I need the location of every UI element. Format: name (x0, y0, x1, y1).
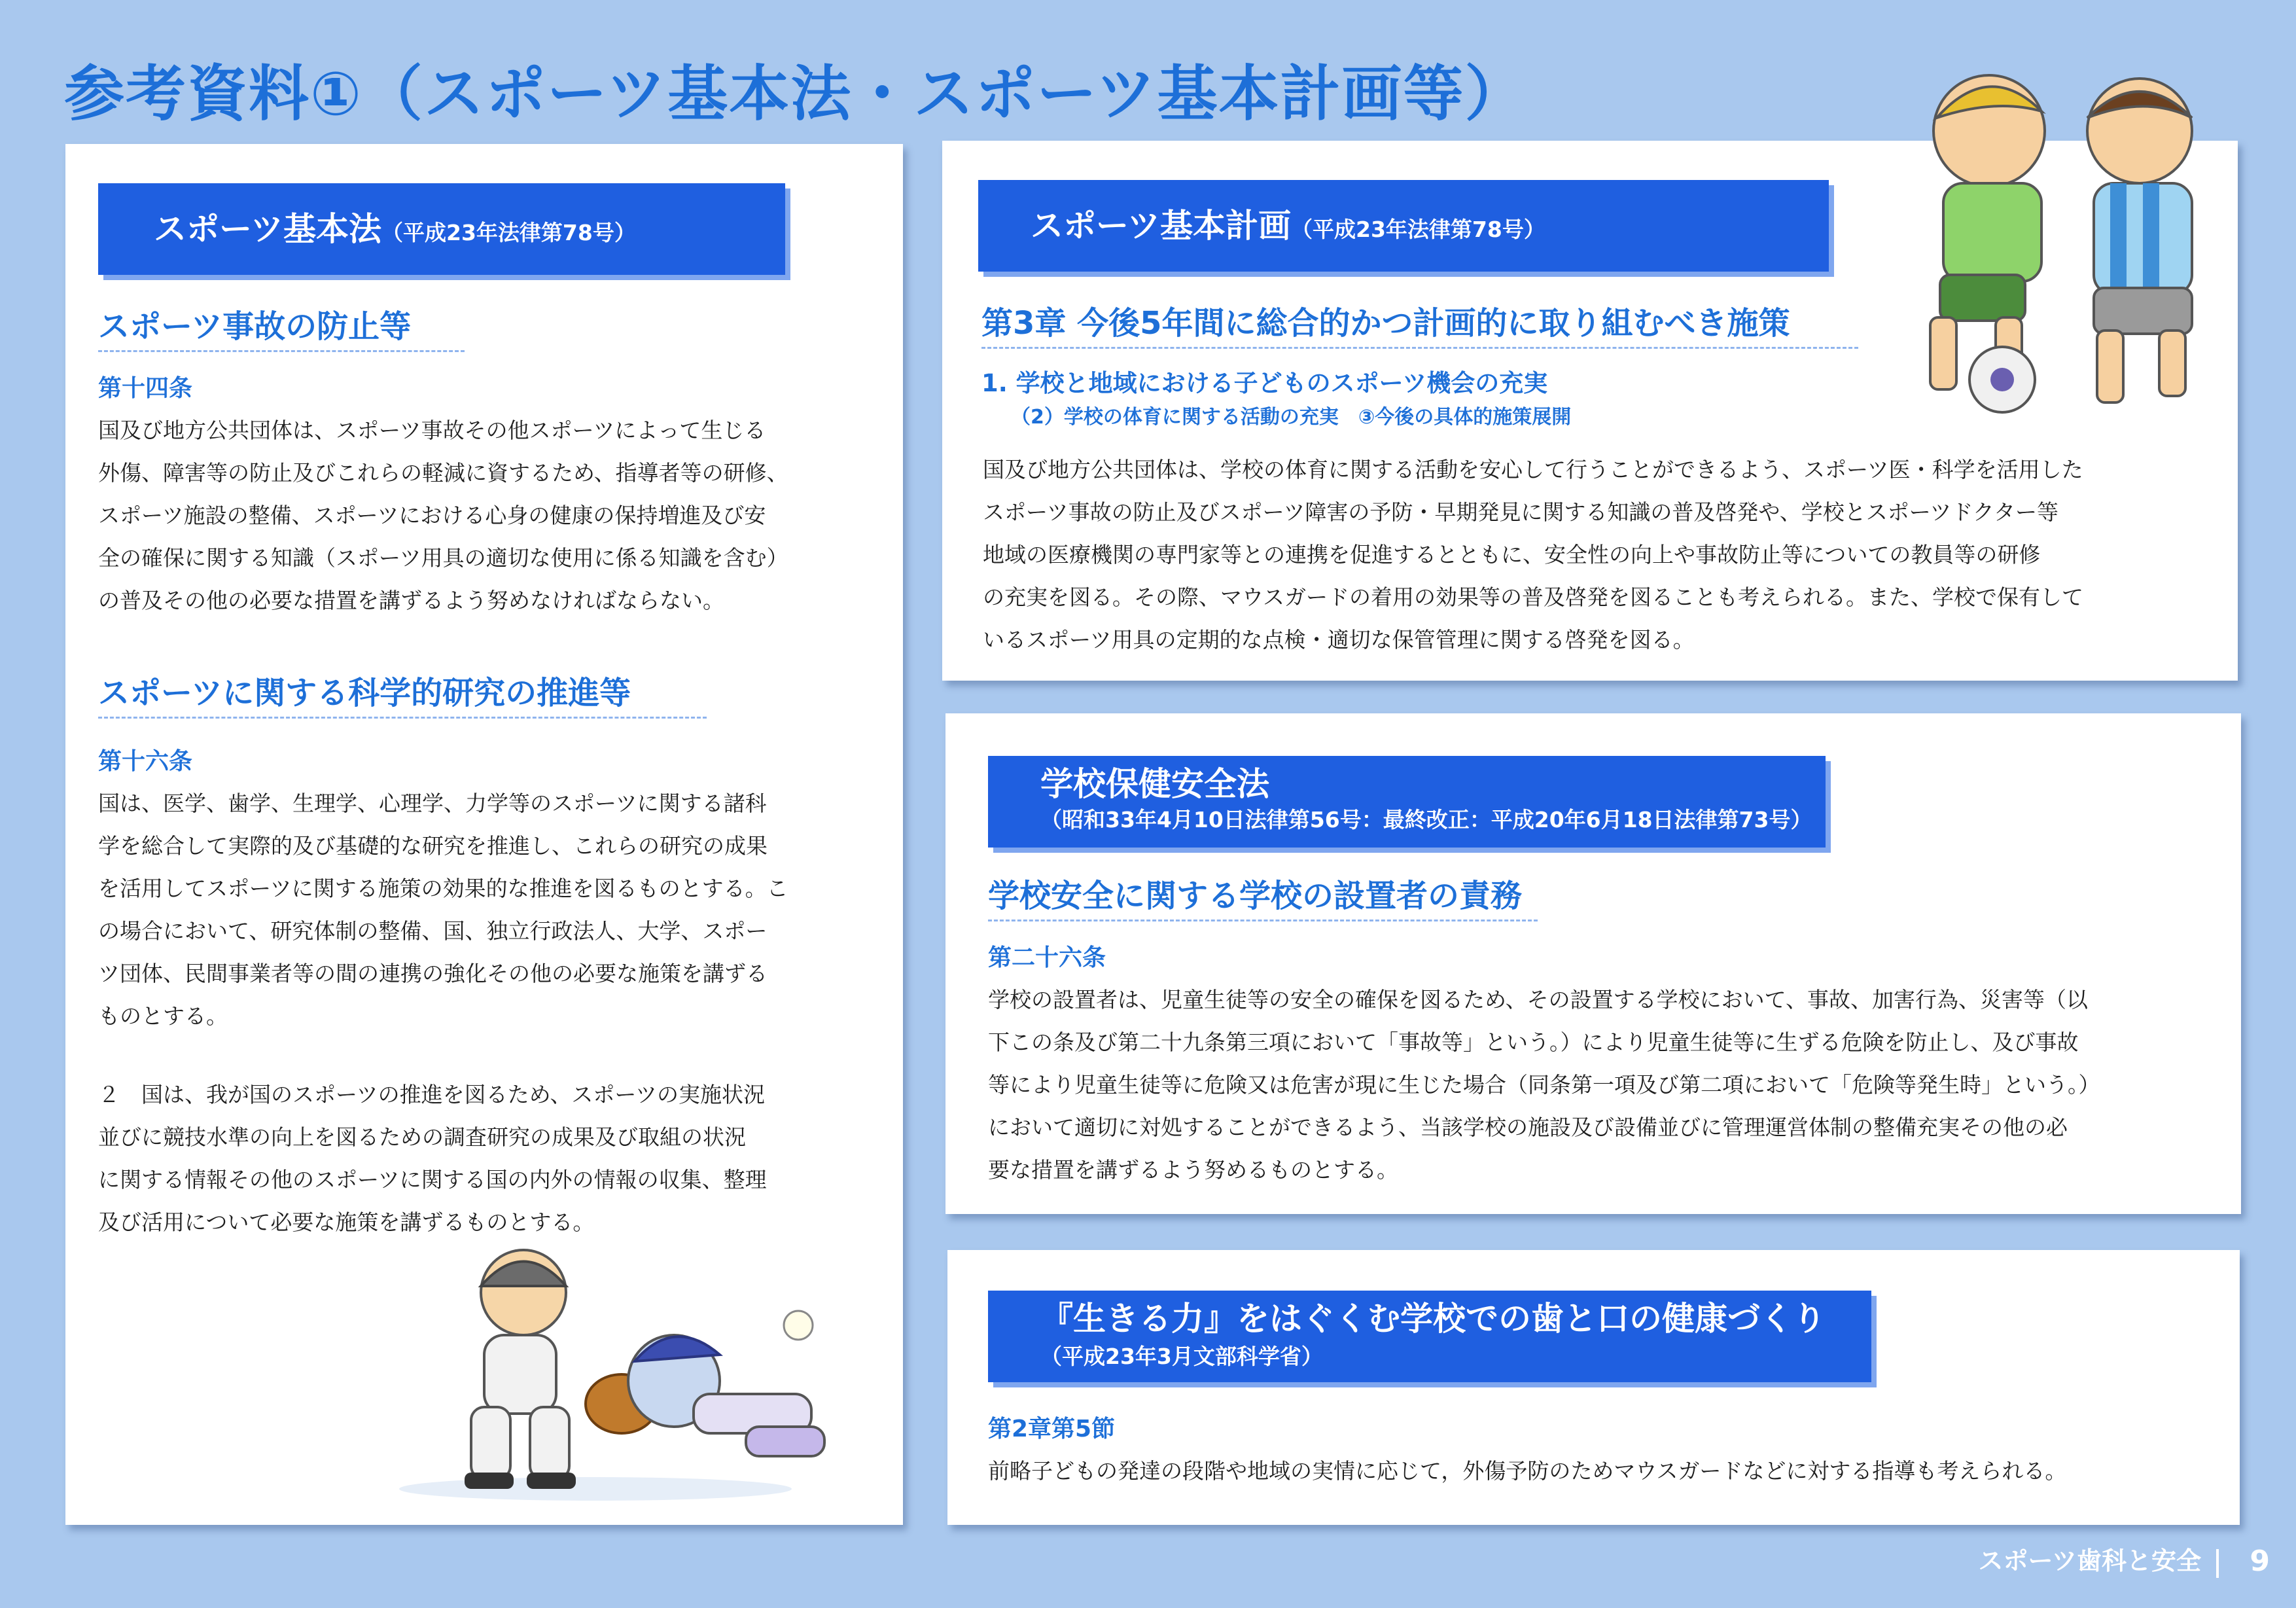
text-line: 下この条及び第二十九条第三項において「事故等」という。）により児童生徒等に生ずる危険を防止し、及び事故 (988, 1029, 2079, 1055)
text-line: の充実を図る。その際、マウスガードの着用の効果等の普及啓発を図ることも考えられる。また、学校で保有して (983, 584, 2084, 610)
article-label-26: 第二十六条 (988, 944, 1106, 971)
text-line: 学を総合して実際的及び基礎的な研究を推進し、これらの研究の成果 (98, 833, 768, 859)
soccer-players-illustration (1878, 59, 2244, 425)
section-heading-scientific-research: スポーツに関する科学的研究の推進等 (98, 675, 631, 711)
article-label-16: 第十六条 (98, 748, 193, 775)
heading-rule (98, 350, 465, 352)
text-line: 地域の医療機関の専門家等との連携を促進するとともに、安全性の向上や事故防止等についての教員等の研修 (983, 542, 2041, 567)
text-line: 国及び地方公共団体は、スポーツ事故その他スポーツによって生じる (98, 418, 766, 443)
baseball-players-illustration (380, 1230, 838, 1505)
text-line: ２ 国は、我が国のスポーツの推進を図るため、スポーツの実施状況 (98, 1082, 766, 1107)
footer-label: スポーツ歯科と安全 (1978, 1546, 2201, 1575)
sports-basic-plan-banner (978, 180, 1829, 272)
school-health-safety-law-banner (988, 756, 1826, 848)
text-line: 等により児童生徒等に危険又は危害が現に生じた場合（同条第一項及び第二項において「危険等発生時」という。） (988, 1072, 2100, 1098)
banner-subtitle: （平成23年法律第78号） (381, 220, 636, 245)
heading-rule (988, 920, 1538, 921)
text-line: 前略子どもの発達の段階や地域の実情に応じて，外傷予防のためマウスガードなどに対する指導も考えられる。 (988, 1458, 2067, 1484)
sports-basic-law-banner (98, 183, 785, 275)
banner-subtitle: （平成23年3月文部科学省） (1040, 1344, 1323, 1369)
chapter-2-section-5-label: 第2章第5節 (988, 1416, 1116, 1442)
text-line: スポーツ施設の整備、スポーツにおける心身の健康の保持増進及び安 (98, 503, 766, 528)
text-line: において適切に対処することができるよう、当該学校の施設及び設備並びに管理運営体制の整備充実その他の必 (988, 1115, 2068, 1140)
text-line: に関する情報その他のスポーツに関する国の内外の情報の収集、整理 (98, 1167, 767, 1192)
article-16-text (98, 782, 788, 1037)
heading-rule (98, 717, 707, 719)
text-line: の普及その他の必要な措置を講ずるよう努めなければならない。 (98, 588, 724, 613)
text-line: 学校の設置者は、児童生徒等の安全の確保を図るため、その設置する学校において、事故、加害行為、災害等（以 (988, 987, 2089, 1012)
page-number: 9 (2250, 1545, 2270, 1578)
article-16-paragraph-2 (98, 1073, 767, 1243)
text-line: ツ団体、民間事業者等の間の連携の強化その他の必要な施策を講ずる (98, 961, 768, 986)
dental-health-guide-panel (947, 1250, 2240, 1525)
banner-title: 『生きる力』をはぐくむ学校での歯と口の健康づくり (1040, 1300, 1826, 1338)
text-line: 全の確保に関する知識（スポーツ用具の適切な使用に係る知識を含む） (98, 545, 788, 571)
dental-health-guide-banner (988, 1291, 1871, 1382)
school-health-safety-law-panel (945, 713, 2241, 1214)
sports-basic-law-panel (65, 144, 903, 1525)
text-line: 並びに競技水準の向上を図るための調査研究の成果及び取組の状況 (98, 1124, 746, 1150)
banner-title: 学校保健安全法 (1040, 765, 1269, 803)
banner-title: スポーツ基本計画 (1031, 207, 1291, 245)
plan-subheading-2: （2）学校の体育に関する活動の充実 ③今後の具体的施策展開 (1011, 406, 1572, 429)
text-line: 国は、医学、歯学、生理学、心理学、力学等のスポーツに関する諸科 (98, 791, 767, 816)
section-heading-accident-prevention: スポーツ事故の防止等 (98, 308, 412, 345)
text-line: 要な措置を講ずるよう努めるものとする。 (988, 1157, 1398, 1183)
article-26-text (988, 978, 2100, 1191)
text-line: 及び活用について必要な施策を講ずるものとする。 (98, 1209, 595, 1235)
plan-body-text (983, 448, 2083, 661)
banner-title: スポーツ基本法 (154, 210, 381, 248)
text-line: の場合において、研究体制の整備、国、独立行政法人、大学、スポー (98, 918, 768, 944)
text-line: ものとする。 (98, 1003, 228, 1029)
page-title: 参考資料①（スポーツ基本法・スポーツ基本計画等） (64, 59, 1527, 129)
chapter-2-section-5-text (988, 1450, 2066, 1492)
text-line: 外傷、障害等の防止及びこれらの軽減に資するため、指導者等の研修、 (98, 460, 788, 486)
text-line: いるスポーツ用具の定期的な点検・適切な保管管理に関する啓発を図る。 (983, 627, 1695, 652)
banner-subtitle: （昭和33年4月10日法律第56号：最終改正：平成20年6月18日法律第73号） (1040, 807, 1812, 832)
article-14-text (98, 409, 788, 622)
banner-subtitle: （平成23年法律第78号） (1291, 217, 1545, 242)
plan-subheading-1: 1. 学校と地域における子どものスポーツ機会の充実 (981, 369, 1548, 397)
footer-separator (2216, 1549, 2219, 1578)
article-label-14: 第十四条 (98, 375, 193, 402)
text-line: 国及び地方公共団体は、学校の体育に関する活動を安心して行うことができるよう、スポーツ医・科学を活用した (983, 457, 2083, 482)
heading-rule (981, 347, 1858, 349)
text-line: スポーツ事故の防止及びスポーツ障害の予防・早期発見に関する知識の普及啓発や、学校とスポーツドクター等 (983, 499, 2059, 525)
chapter-3-heading: 第3章 今後5年間に総合的かつ計画的に取り組むべき施策 (981, 305, 1790, 342)
section-heading-school-safety: 学校安全に関する学校の設置者の責務 (988, 878, 1523, 914)
text-line: を活用してスポーツに関する施策の効果的な推進を図るものとする。こ (98, 876, 788, 901)
